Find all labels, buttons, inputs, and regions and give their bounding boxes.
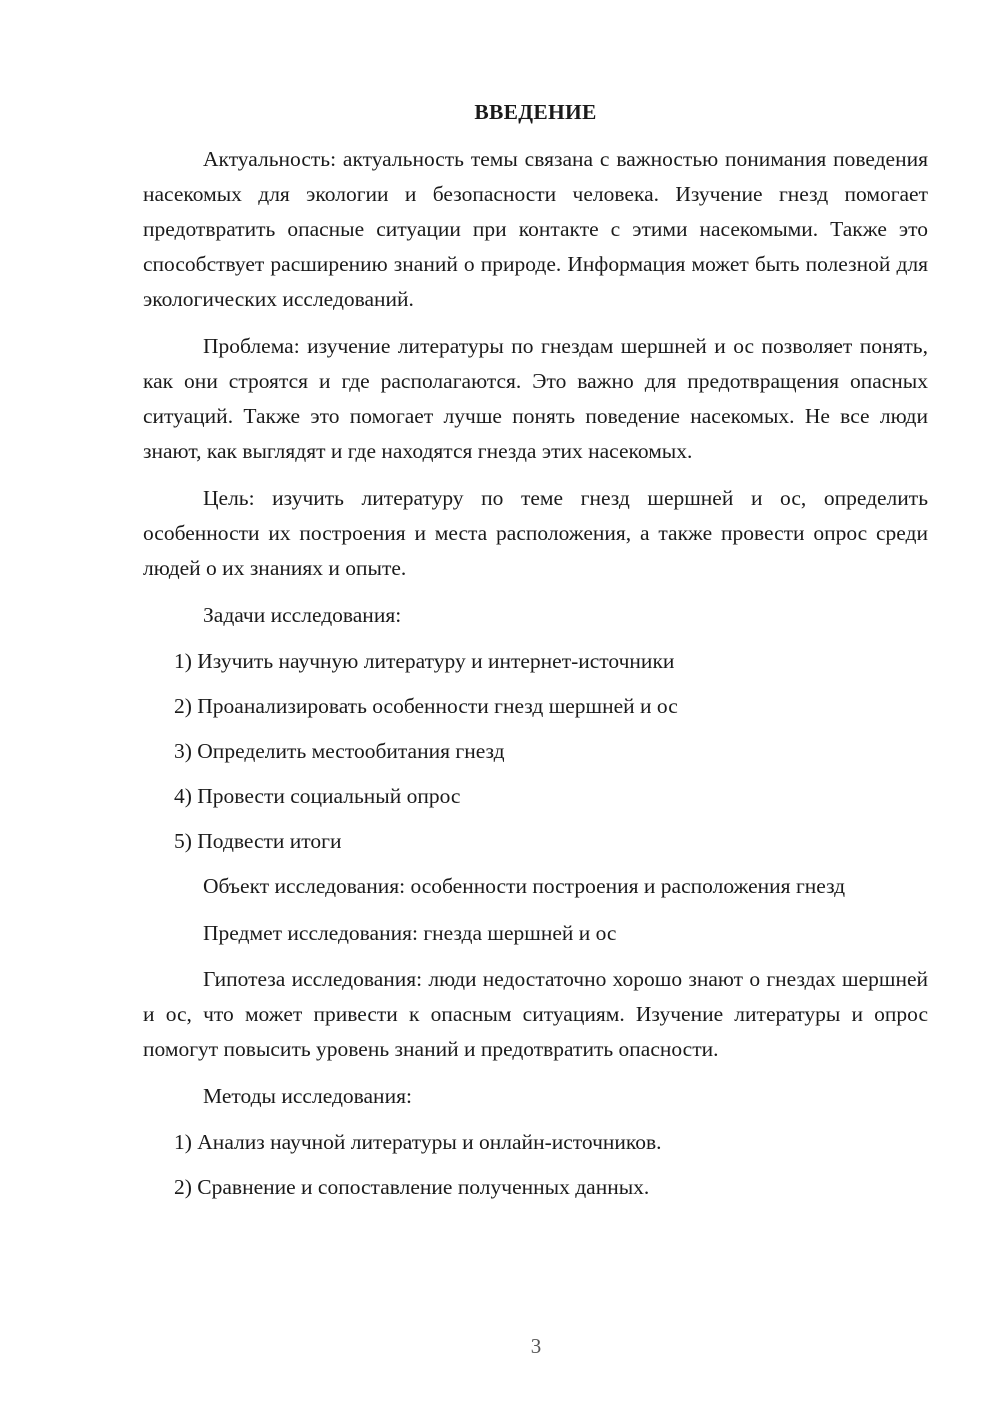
list-item: 4) Провести социальный опрос: [174, 784, 461, 808]
tasks-list: [143, 644, 928, 859]
list-item: 2) Сравнение и сопоставление полученных данных.: [174, 1175, 650, 1199]
list-item: 2) Проанализировать особенности гнезд шершней и ос: [174, 694, 678, 718]
list-item: 1) Анализ научной литературы и онлайн-источников.: [174, 1130, 662, 1154]
methods-heading: Методы исследования:: [203, 1084, 412, 1108]
page-title: ВВЕДЕНИЕ: [474, 100, 597, 124]
goal-paragraph: Цель: изучить литературу по теме гнезд шершней и ос, определить особенности их построения и места расположения, а также провести опрос среди людей о их знаниях и опыте.: [143, 486, 928, 580]
relevance-paragraph: Актуальность: актуальность темы связана с важностью понимания поведения насекомых для экологии и безопасности человека. Изучение гнезд помогает предотвратить опасные ситуации при контакте с этими насекомыми. Также это способствует расширению знаний о природе. Информация может быть полезной для экологических исследований.: [143, 147, 928, 311]
document-page: [143, 95, 928, 1215]
list-item: 3) Определить местообитания гнезд: [174, 739, 505, 763]
hypothesis-paragraph: Гипотеза исследования: люди недостаточно хорошо знают о гнездах шершней и ос, что может привести к опасным ситуациям. Изучение литературы и опрос помогут повысить уровень знаний и предотвратить опасности.: [143, 967, 928, 1061]
list-item: 5) Подвести итоги: [174, 829, 342, 853]
tasks-heading: Задачи исследования:: [203, 603, 402, 627]
page-number: 3: [530, 1334, 542, 1358]
methods-list: [143, 1125, 928, 1205]
problem-paragraph: Проблема: изучение литературы по гнездам шершней и ос позволяет понять, как они строятся и где располагаются. Это важно для предотвращения опасных ситуаций. Также это помогает лучше понять поведение насекомых. Не все люди знают, как выглядят и где находятся гнезда этих насекомых.: [143, 334, 928, 463]
subject-paragraph: Предмет исследования: гнезда шершней и ос: [203, 921, 617, 945]
list-item: 1) Изучить научную литературу и интернет-источники: [174, 649, 675, 673]
object-paragraph: Объект исследования: особенности построения и расположения гнезд: [203, 874, 846, 898]
